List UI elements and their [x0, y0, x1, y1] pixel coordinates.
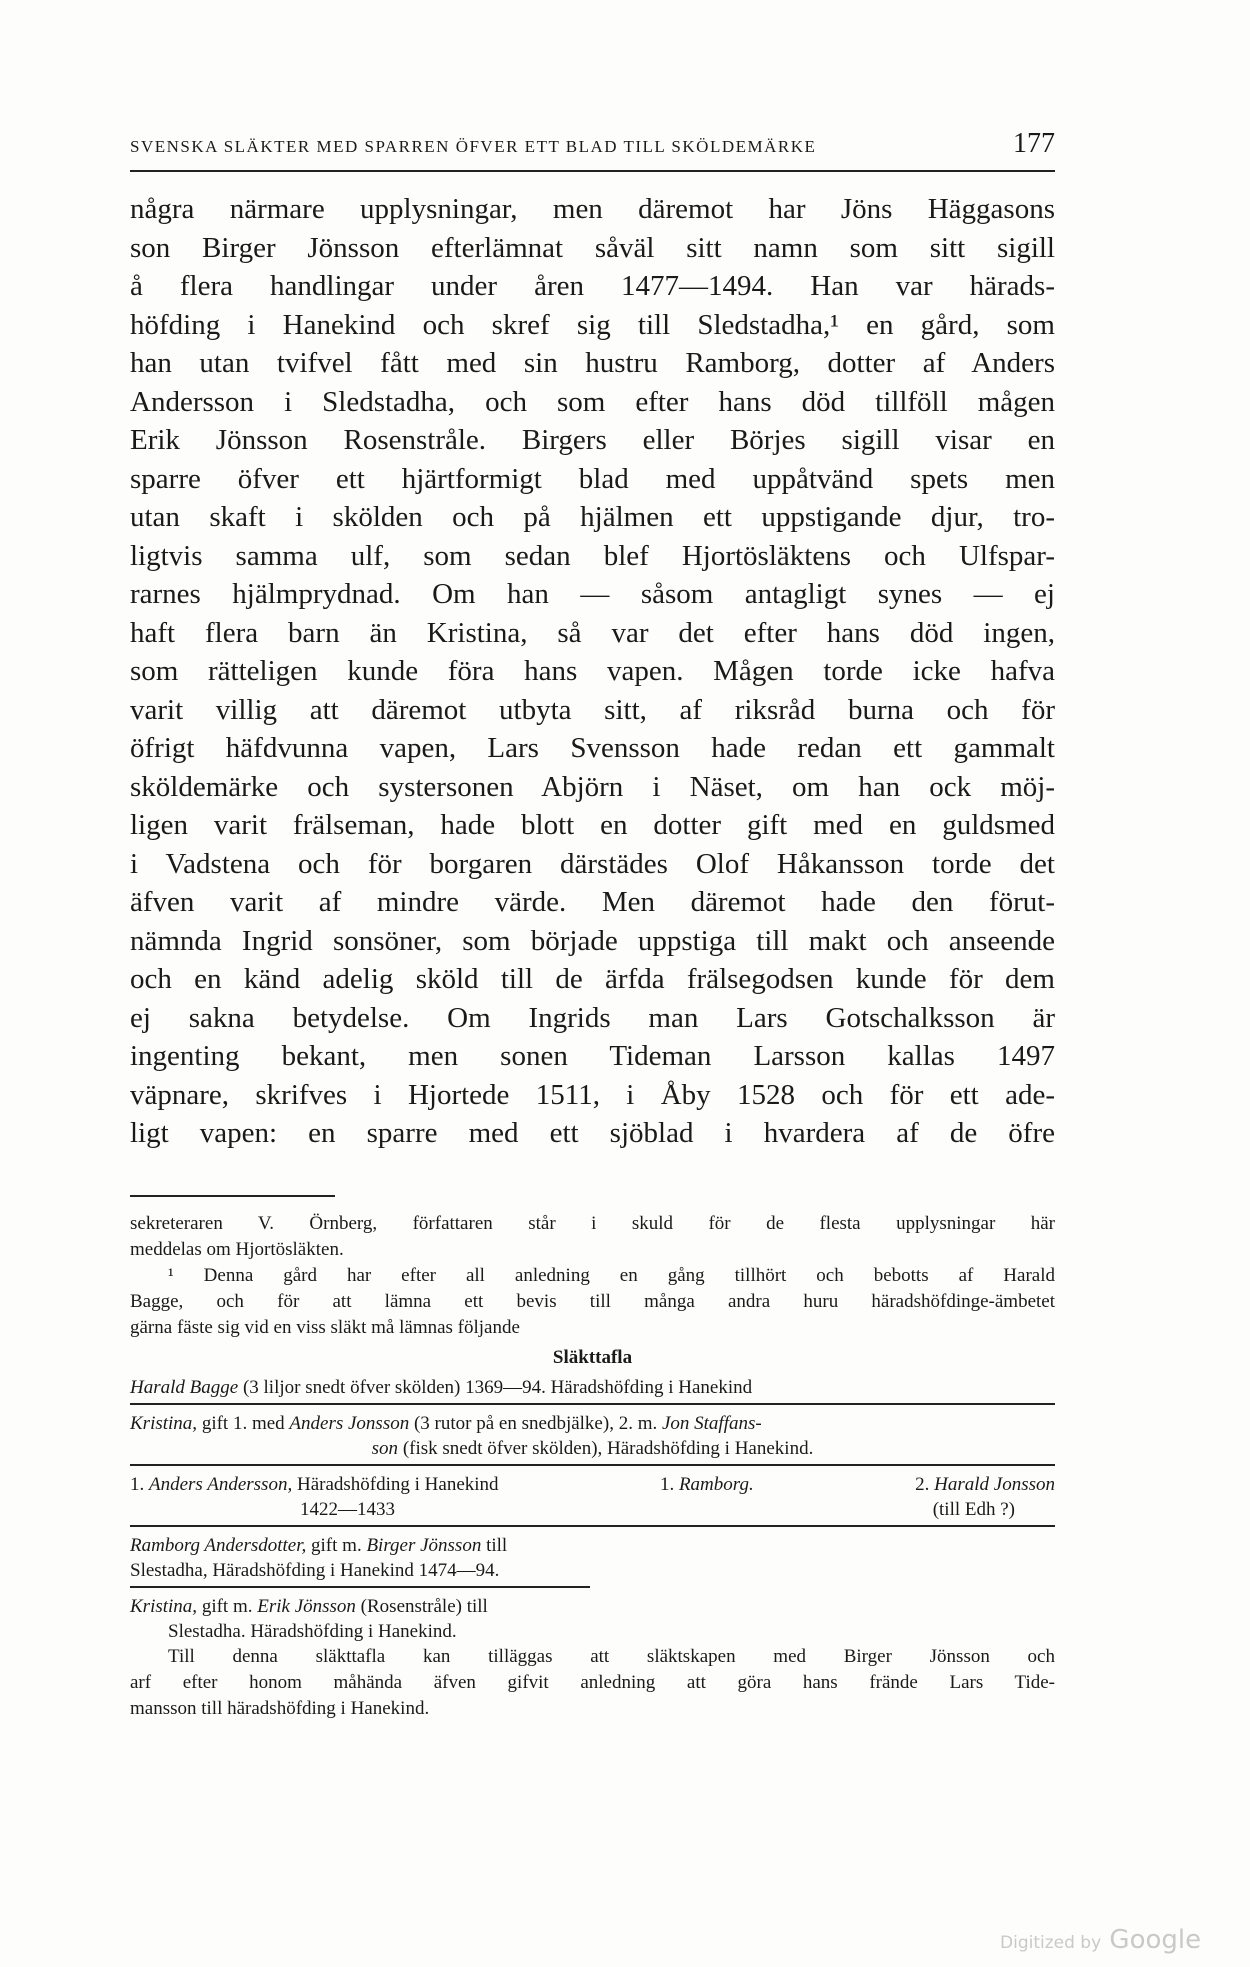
person-details: gift 1. med [201, 1412, 285, 1434]
digitization-watermark [1000, 1925, 1201, 1955]
person-details: (Rosenstråle) till [360, 1595, 488, 1617]
body-line: sköldemärke och systersonen Abjörn i Näset, om han ock möj- [130, 770, 1055, 803]
watermark-prefix: Digitized by [1000, 1933, 1102, 1953]
footnote-divider [130, 1195, 335, 1197]
person-details: gift m. [311, 1534, 362, 1556]
body-line: öfrigt häfdvunna vapen, Lars Svensson hade redan ett gammalt [130, 732, 1055, 764]
body-line: väpnare, skrifves i Hjortede 1511, i Åby 1528 och för ett ade- [130, 1078, 1055, 1111]
body-text [130, 190, 1055, 1153]
body-line: som rätteligen kunde föra hans vapen. Mågen torde icke hafva [130, 655, 1055, 687]
body-line: ingenting bekant, men sonen Tideman Larsson kallas 1497 [130, 1040, 1055, 1072]
body-line: haft flera barn än Kristina, så var det efter hans död ingen, [130, 616, 1055, 649]
footnote-line: sekreteraren V. Örnberg, författaren står i skuld för de flesta upplysningar här [130, 1212, 1055, 1234]
body-line: nämnda Ingrid sonsöner, som började uppstiga till makt och anseende [130, 924, 1055, 957]
person-details: (till Edh ?) [932, 1498, 1015, 1520]
spouse-name: Anders Jonsson [289, 1412, 410, 1434]
person-name: Ramborg Andersdotter, [130, 1534, 307, 1556]
body-line: å flera handlingar under åren 1477—1494. Han var härads- [130, 270, 1055, 302]
person-details: gift m. [201, 1595, 253, 1617]
person-details: Häradshöfding i Hanekind [296, 1473, 499, 1495]
person-years: 1422—1433 [300, 1498, 395, 1520]
spouse-name: Jon Staffans- [661, 1412, 762, 1434]
body-line: äfven varit af mindre värde. Men däremot hade den förut- [130, 886, 1055, 918]
generation-1 [130, 1375, 1055, 1405]
body-line: sparre öfver ett hjärtformigt blad med uppåtvänd spets men [130, 462, 1055, 495]
generation-4 [130, 1533, 590, 1588]
person-name: Kristina, [130, 1412, 198, 1434]
child-number: 2. [915, 1473, 930, 1495]
footnote-line: Till denna släkttafla kan tilläggas att släktskapen med Birger Jönsson och [168, 1645, 1055, 1667]
body-line: ligen varit frälseman, hade blott en dotter gift med en guldsmed [130, 809, 1055, 841]
footnote-line: arf efter honom måhända äfven gifvit anledning att göra hans frände Lars Tide- [130, 1671, 1055, 1693]
person-name: Harald Bagge [130, 1376, 239, 1398]
person-name: Ramborg. [678, 1473, 754, 1495]
footnote-line: gärna fäste sig vid en viss släkt må lämnas följande [130, 1316, 520, 1338]
body-line: och en känd adelig sköld till de ärfda frälsegodsen kunde för dem [130, 963, 1055, 995]
footnote-line: mansson till häradshöfding i Hanekind. [130, 1697, 430, 1719]
person-name: Harald Jonsson [934, 1473, 1055, 1495]
footnote-line: ¹ Denna gård har efter all anledning en gång tillhört och bebotts af Harald [168, 1264, 1055, 1286]
generation-3 [130, 1472, 1055, 1527]
body-line: ej sakna betydelse. Om Ingrids man Lars Gotschalksson är [130, 1001, 1055, 1034]
body-line: höfding i Hanekind och skref sig till Sledstadha,¹ en gård, som [130, 308, 1055, 341]
body-line: ligt vapen: en sparre med ett sjöblad i hvardera af de öfre [130, 1117, 1055, 1149]
child-number: 1. [659, 1473, 675, 1495]
genealogy-table [130, 1375, 1055, 1644]
person-details: (3 rutor på en snedbjälke), 2. m. [413, 1412, 658, 1434]
spouse-name-cont: son [371, 1437, 399, 1459]
running-title: SVENSKA SLÄKTER MED SPARREN ÖFVER ETT BLAD TILL SKÖLDEMÄRKE [130, 137, 817, 156]
book-page [130, 128, 1055, 1722]
person-details: Slestadha. Häradshöfding i Hanekind. [168, 1620, 457, 1642]
body-line: varit villig att däremot utbyta sitt, af riksråd burna och för [130, 693, 1055, 726]
body-line: Erik Jönsson Rosenstråle. Birgers eller Börjes sigill visar en [130, 424, 1055, 456]
child-number: 1. [130, 1473, 145, 1495]
google-logo: Google [1109, 1925, 1202, 1955]
genealogy-table-title: Släkttafla [552, 1346, 633, 1368]
generation-2 [130, 1411, 1055, 1466]
person-name: Anders Andersson, [149, 1473, 293, 1495]
body-line: i Vadstena och för borgaren därstädes Olof Håkansson torde det [130, 847, 1055, 880]
person-name: Kristina, [130, 1595, 198, 1617]
footnote-line: meddelas om Hjortösläkten. [130, 1238, 344, 1260]
running-header [130, 128, 1055, 172]
body-line: Andersson i Sledstadha, och som efter hans död tillföll mågen [130, 385, 1055, 418]
body-line: några närmare upplysningar, men däremot har Jöns Häggasons [130, 193, 1055, 225]
person-details: (fisk snedt öfver skölden), Häradshöfding i Hanekind. [402, 1437, 814, 1459]
footnote-line: Bagge, och för att lämna ett bevis till många andra huru häradshöfdinge-ämbetet [130, 1290, 1055, 1312]
body-line: rarnes hjälmprydnad. Om han — såsom antagligt synes — ej [130, 578, 1055, 610]
body-line: ligtvis samma ulf, som sedan blef Hjortösläktens och Ulfspar- [130, 539, 1055, 572]
spouse-name: Birger Jönsson [366, 1534, 482, 1556]
person-details: till [486, 1534, 508, 1556]
spouse-name: Erik Jönsson [257, 1595, 356, 1617]
body-line: son Birger Jönsson efterlämnat såväl sitt namn som sitt sigill [130, 231, 1055, 264]
generation-5 [130, 1594, 1055, 1644]
body-line: utan skaft i skölden och på hjälmen ett uppstigande djur, tro- [130, 501, 1055, 533]
footnotes [130, 1211, 1055, 1722]
person-details: Slestadha, Häradshöfding i Hanekind 1474—94. [130, 1559, 500, 1581]
body-line: han utan tvifvel fått med sin hustru Ramborg, dotter af Anders [130, 347, 1055, 379]
page-number: 177 [1013, 128, 1055, 159]
person-details: (3 liljor snedt öfver skölden) 1369—94. Häradshöfding i Hanekind [242, 1376, 753, 1398]
